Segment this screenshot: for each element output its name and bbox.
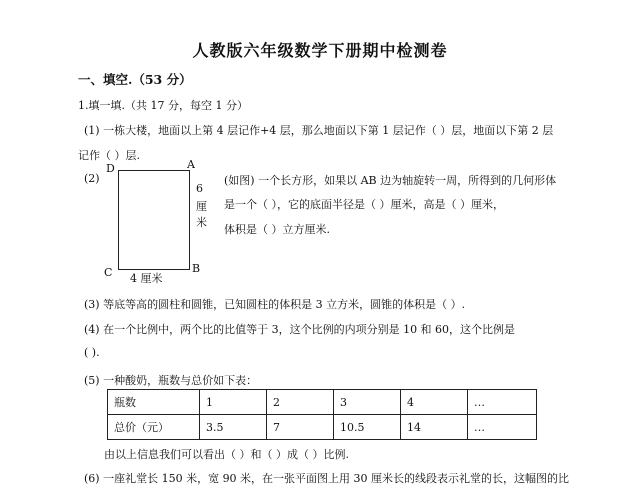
table-cell: … — [468, 390, 537, 415]
q1-2-line1: (如图) 一个长方形，如果以 AB 边为轴旋转一周，所得到的几何形体 — [224, 174, 557, 187]
table-cell: 1 — [200, 390, 267, 415]
vertex-b-label: B — [192, 262, 201, 275]
table-cell: 10.5 — [334, 415, 401, 440]
question-1-heading: 1.填一填.（共 17 分，每空 1 分） — [78, 99, 248, 112]
q1-1-line1: (1) 一栋大楼，地面以上第 4 层记作+4 层，那么地面以下第 1 层记作（ ）层，地面以下第 2 层 — [84, 124, 554, 137]
q1-5-heading: (5) 一种酸奶，瓶数与总价如下表： — [84, 374, 258, 387]
table-cell: 4 — [401, 390, 468, 415]
q1-3: (3) 等底等高的圆柱和圆锥，已知圆柱的体积是 3 立方米，圆锥的体积是（ ）. — [84, 298, 466, 311]
table-cell: 瓶数 — [108, 390, 200, 415]
vertex-c-label: C — [104, 266, 113, 279]
rectangle-shape — [118, 170, 190, 270]
table-cell: 7 — [267, 415, 334, 440]
q1-2-line3: 体积是（ ）立方厘米. — [224, 223, 330, 236]
table-cell: 总价（元） — [108, 415, 200, 440]
price-table — [107, 389, 537, 440]
table-cell: 14 — [401, 415, 468, 440]
q1-5-conclusion: 由以上信息我们可以看出（ ）和（ ）成（ ）比例. — [104, 448, 349, 461]
q1-1-line2: 记作（ ）层. — [78, 149, 140, 162]
q1-2-line2: 是一个（ ），它的底面半径是（ ）厘米，高是（ ）厘米， — [224, 198, 504, 211]
bottom-length-label: 4 厘米 — [130, 272, 163, 285]
table-cell: 2 — [267, 390, 334, 415]
table-cell: 3.5 — [200, 415, 267, 440]
q1-6-partial: (6) 一座礼堂长 150 米，宽 90 米，在一张平面图上用 30 厘米长的线段表示礼堂的长，这幅图的比 — [84, 472, 570, 485]
table-row — [108, 390, 537, 415]
table-row — [108, 415, 537, 440]
side-label-char-1: 6 — [196, 182, 203, 195]
q1-2-number: (2) — [84, 172, 100, 185]
side-label-char-3: 米 — [196, 216, 207, 229]
table-cell: 3 — [334, 390, 401, 415]
page-title: 人教版六年级数学下册期中检测卷 — [192, 41, 448, 60]
q1-4-line1: (4) 在一个比例中，两个比的比值等于 3，这个比例的内项分别是 10 和 60，这个比例是 — [84, 323, 516, 336]
table-cell: … — [468, 415, 537, 440]
vertex-d-label: D — [106, 162, 115, 175]
q1-4-line2: ( ). — [84, 346, 100, 359]
side-label-char-2: 厘 — [196, 200, 207, 213]
section-heading: 一、填空.（53 分） — [78, 72, 192, 87]
vertex-a-label: A — [187, 158, 195, 171]
